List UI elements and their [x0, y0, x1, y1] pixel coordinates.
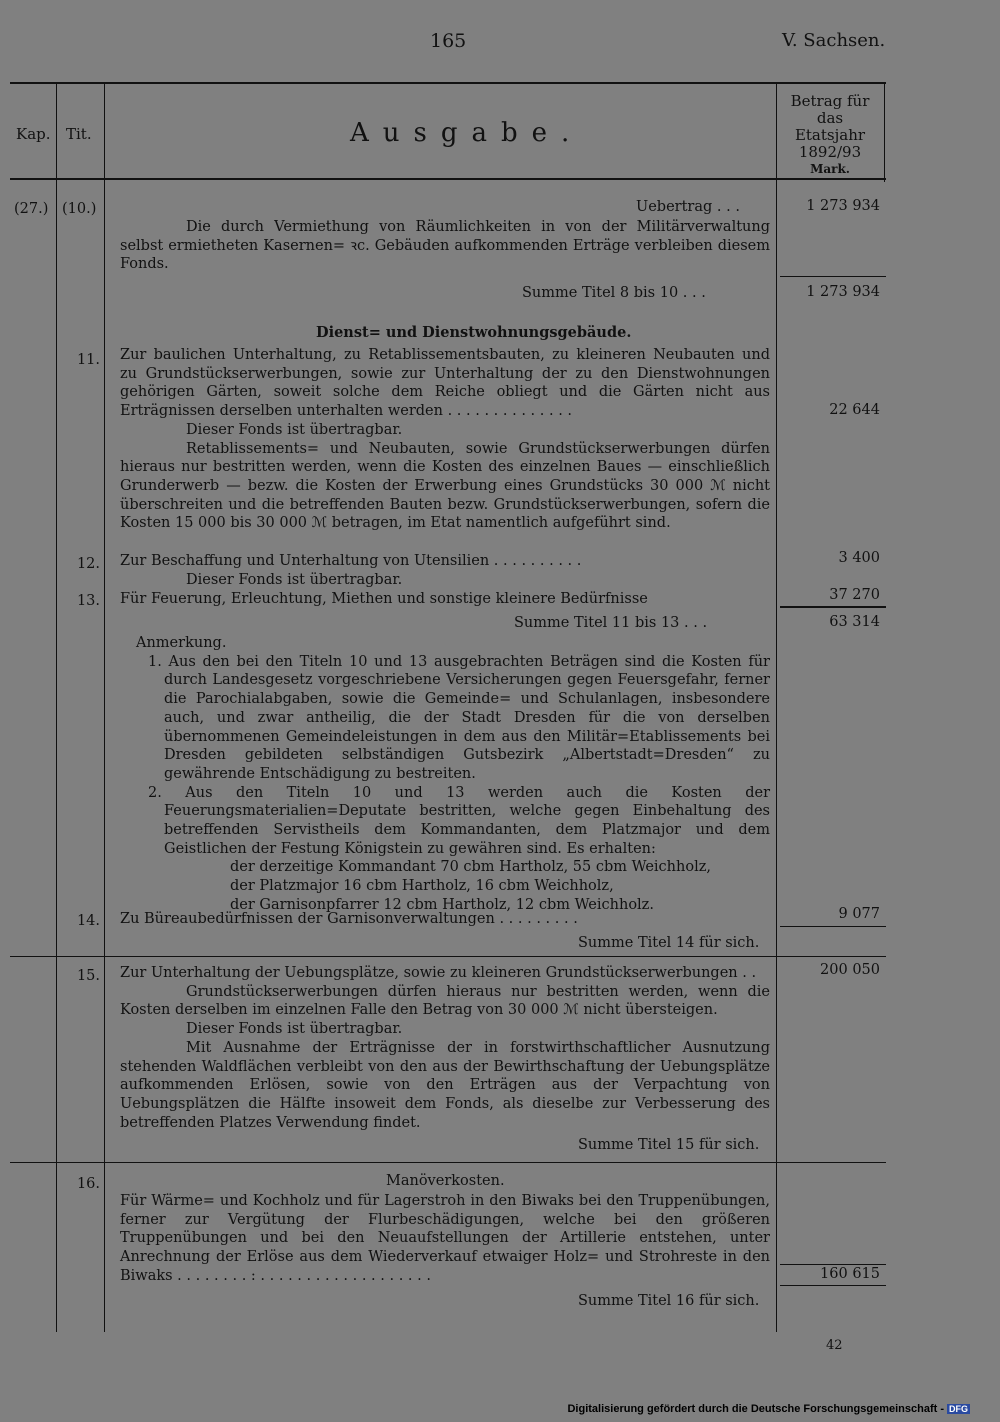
- summe-15-label: Summe Titel 15 für sich.: [578, 1137, 760, 1153]
- title-15-paragraph: Zur Unterhaltung der Uebungsplätze, sowie zu kleineren Grundstückserwerbungen . .: [120, 965, 757, 981]
- tit-15: 15.: [76, 968, 100, 984]
- title-16-paragraph: Für Wärme= und Kochholz und für Lagerstroh in den Biwaks bei den Truppenübungen, ferner zur Vergütung der Flurbeschädigungen, welche bei den größeren Truppenübungen und bei den Neuaufstellungen der Artillerie entstehen, unter Anrechnung der Erlöse aus dem Wiederverkauf etwaiger Holz= und Strohreste in den Biwaks . . . . . . . . : . . . . . . . . . . . . . . . . . . .: [120, 1193, 770, 1284]
- title-12-note: Dieser Fonds ist übertragbar.: [186, 571, 403, 588]
- title-12-paragraph: Zur Beschaffung und Unterhaltung von Utensilien . . . . . . . . . .: [120, 553, 582, 569]
- title-13-text: [120, 590, 770, 609]
- table-title: Ausgabe.: [350, 118, 584, 148]
- betrag-label: Betrag für das Etatsjahr 1892/93: [790, 92, 870, 161]
- title-15-text: [120, 964, 770, 1132]
- tit-16: 16.: [76, 1176, 100, 1192]
- section-heading: Dienst= und Dienstwohnungsgebäude.: [316, 324, 632, 341]
- summe-8-10-amount: 1 273 934: [806, 284, 880, 300]
- kap-number: (27.): [14, 201, 49, 217]
- title-10-paragraph: Die durch Vermiethung von Räumlichkeiten in von der Militärverwaltung selbst ermietheten Kasernen= ꝛc. Gebäuden aufkommenden Erträge verbleiben diesem Fonds.: [120, 219, 770, 273]
- summe-14-label: Summe Titel 14 für sich.: [578, 935, 760, 951]
- title-13-paragraph: Für Feuerung, Erleuchtung, Miethen und sonstige kleinere Bedürfnisse: [120, 591, 648, 607]
- title-10-text: [120, 218, 770, 274]
- summe-11-13-label: Summe Titel 11 bis 13 . . .: [514, 615, 708, 631]
- tit-13: 13.: [76, 593, 100, 609]
- header-bottom-rule: [10, 178, 886, 180]
- column-header-betrag: [780, 93, 880, 178]
- anmerkung-note-1: 1. Aus den bei den Titeln 10 und 13 ausgebrachten Beträgen sind die Kosten für durch Landesgesetz vorgeschriebene Versicherungen gegen Feuersgefahr, ferner die Parochialabgaben, sowie die Gemeinde= und Schulanlagen, insbesondere auch, und zwar antheilig, die der Stadt Dresden für die von derselben übernommenen Gemeindeleistungen in dem aus den Militär=Etablissements bei Dresden gebildeten selbständigen Gutsbezirk „Albertstadt=Dresden“ zu gewährende Entschädigung zu bestreiten.: [148, 653, 770, 782]
- page-small-number: 42: [826, 1338, 843, 1353]
- sum-rule-10: [780, 276, 886, 277]
- title-15-note2: Dieser Fonds ist übertragbar.: [186, 1021, 403, 1038]
- table-top-rule: [10, 82, 886, 84]
- title-11-note2: Retablissements= und Neubauten, sowie Grundstückserwerbungen dürfen hieraus nur bestritten werden, wenn die Kosten des einzelnen Baues — einschließlich Grunderwerb — bezw. die Kosten der Erwerbung eines Grundstücks 30 000 ℳ nicht überschreiten und die betreffenden Bauten bezw. Grundstückserwerbungen, sofern die Kosten 15 000 bis 30 000 ℳ betragen, im Etat namentlich aufgeführt sind.: [120, 440, 770, 532]
- title-15-amount: 200 050: [820, 962, 880, 978]
- col-rule-1: [56, 82, 57, 1332]
- summe-11-13-amount: 63 314: [829, 614, 880, 630]
- uebertrag-label: Uebertrag . . .: [636, 199, 740, 215]
- tit-11: 11.: [76, 352, 100, 368]
- anmerkung-title: Anmerkung.: [136, 635, 227, 651]
- title-15-note3: Mit Ausnahme der Erträgnisse der in forstwirthschaftlicher Ausnutzung stehenden Waldflächen verbleibt von den aus der Bewirthschaftung der Uebungsplätze aufkommenden Erlösen, sowie von den Erträgen aus der Verpachtung von Uebungsplätzen die Hälfte insoweit dem Fonds, als dieselbe zur Verbesserung des betreffenden Platzes Verwendung findet.: [120, 1039, 770, 1131]
- row-separator-14: [10, 956, 886, 957]
- allowance-garnisonpfarrer: der Garnisonpfarrer 12 cbm Hartholz, 12 cbm Weichholz.: [230, 896, 654, 913]
- title-12-text: [120, 552, 770, 589]
- column-header-tit: Tit.: [66, 125, 92, 143]
- mark-label: Mark.: [810, 162, 850, 176]
- title-16-text: [120, 1192, 770, 1286]
- sum-rule-16-top: [780, 1264, 886, 1265]
- col-rule-3: [776, 82, 777, 1332]
- title-11-amount: 22 644: [829, 402, 880, 418]
- title-14-paragraph: Zu Büreaubedürfnissen der Garnisonverwaltungen . . . . . . . . .: [120, 911, 578, 927]
- column-header-kap: Kap.: [16, 125, 51, 143]
- title-14-amount: 9 077: [838, 906, 880, 922]
- allowance-platzmajor: der Platzmajor 16 cbm Hartholz, 16 cbm Weichholz,: [230, 878, 614, 895]
- row-separator-15: [10, 1162, 886, 1163]
- tit-12: 12.: [76, 556, 100, 572]
- sum-rule-16: [780, 1285, 886, 1286]
- anmerkung-note-2: 2. Aus den Titeln 10 und 13 werden auch die Kosten der Feuerungsmaterialien=Deputate bestritten, welche gegen Einbehaltung des betreffenden Servistheils dem Kommandanten, dem Platzmajor und dem Geistlichen der Festung Königstein zu gewähren sind. Es erhalten:: [148, 784, 770, 857]
- sum-rule-13: [780, 606, 886, 608]
- anmerkung-block: [120, 634, 770, 915]
- title-11-note1: Dieser Fonds ist übertragbar.: [186, 421, 403, 438]
- title-14-text: [120, 910, 770, 929]
- summe-8-10-label: Summe Titel 8 bis 10 . . .: [522, 285, 706, 301]
- col-rule-2: [104, 82, 105, 1332]
- tit-14: 14.: [76, 913, 100, 929]
- title-11-paragraph: Zur baulichen Unterhaltung, zu Retablissementsbauten, zu kleineren Neubauten und zu Grundstückserwerbungen, sowie zur Unterhaltung der zu den Dienstwohnungen gehörigen Gärten, soweit solche dem Reiche obliegt und die Gärten nicht aus Erträgnissen derselben unterhalten werden . . . . . . . . . . . . . .: [120, 347, 770, 420]
- sum-rule-14: [780, 926, 886, 927]
- footer-credit: [567, 1403, 970, 1415]
- title-11-text: [120, 346, 770, 533]
- manoeverkosten-heading: Manöverkosten.: [386, 1173, 505, 1189]
- title-15-note1: Grundstückserwerbungen dürfen hieraus nur bestritten werden, wenn die Kosten derselben im einzelnen Falle den Betrag von 30 000 ℳ nicht übersteigen.: [120, 983, 770, 1019]
- dfg-logo: DFG: [949, 1404, 968, 1414]
- tit-number: (10.): [62, 201, 97, 217]
- title-13-amount: 37 270: [829, 587, 880, 603]
- summe-16-label: Summe Titel 16 für sich.: [578, 1293, 760, 1309]
- footer-credit-text: Digitalisierung gefördert durch die Deutsche Forschungsgemeinschaft -: [567, 1403, 944, 1415]
- title-12-amount: 3 400: [838, 550, 880, 566]
- allowance-kommandant: der derzeitige Kommandant 70 cbm Hartholz, 55 cbm Weichholz,: [230, 859, 711, 876]
- title-16-amount: 160 615: [820, 1266, 880, 1282]
- uebertrag-amount: 1 273 934: [806, 198, 880, 214]
- page-number: 165: [430, 30, 467, 52]
- state-heading: V. Sachsen.: [782, 30, 886, 51]
- col-rule-4: [884, 82, 885, 182]
